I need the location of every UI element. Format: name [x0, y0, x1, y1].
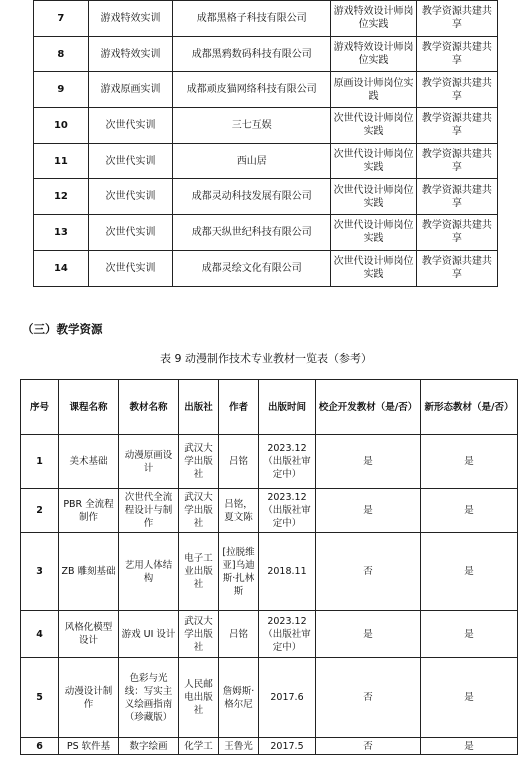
position-practice: 次世代设计师岗位实践: [331, 108, 416, 144]
position-practice: 次世代设计师岗位实践: [331, 143, 416, 179]
section-heading: （三）教学资源: [22, 322, 103, 336]
textbook-table: [20, 379, 518, 755]
position-practice: 次世代设计师岗位实践: [331, 215, 416, 251]
row-number: 11: [34, 143, 89, 179]
new-form-flag: 是: [421, 489, 518, 533]
row-number: 1: [21, 435, 59, 489]
company-name: 三七互娱: [173, 108, 331, 144]
course-name: PS 软件基: [59, 738, 119, 755]
training-type: 游戏特效实训: [88, 1, 172, 37]
table-row: [34, 143, 498, 179]
table-row: [21, 611, 518, 658]
new-form-flag: 是: [421, 435, 518, 489]
course-name: 风格化模型设计: [59, 611, 119, 658]
resource-sharing: 教学资源共建共享: [416, 179, 497, 215]
publisher: 电子工业出版社: [179, 533, 219, 611]
author: 詹姆斯·格尔尼: [219, 658, 259, 738]
resource-sharing: 教学资源共建共享: [416, 36, 497, 72]
company-name: 成都天纵世纪科技有限公司: [173, 215, 331, 251]
publish-date: 2023.12（出版社审定中）: [259, 435, 316, 489]
training-type: 次世代实训: [88, 143, 172, 179]
training-type: 次世代实训: [88, 215, 172, 251]
row-number: 9: [34, 72, 89, 108]
course-name: PBR 全流程制作: [59, 489, 119, 533]
publisher: 武汉大学出版社: [179, 435, 219, 489]
publisher: 武汉大学出版社: [179, 489, 219, 533]
school-enterprise-flag: 是: [316, 435, 421, 489]
row-number: 13: [34, 215, 89, 251]
company-name: 西山居: [173, 143, 331, 179]
header-date: 出版时间: [259, 380, 316, 435]
publish-date: 2023.12（出版社审定中）: [259, 489, 316, 533]
resource-sharing: 教学资源共建共享: [416, 143, 497, 179]
company-name: 成都黑格子科技有限公司: [173, 1, 331, 37]
table-row: [21, 489, 518, 533]
publish-date: 2017.5: [259, 738, 316, 755]
new-form-flag: 是: [421, 611, 518, 658]
author: 吕铭: [219, 611, 259, 658]
publish-date: 2017.6: [259, 658, 316, 738]
position-practice: 次世代设计师岗位实践: [331, 250, 416, 286]
author: 吕铭，夏文陈: [219, 489, 259, 533]
header-publisher: 出版社: [179, 380, 219, 435]
table-row: [34, 72, 498, 108]
course-name: ZB 雕刻基础: [59, 533, 119, 611]
table-row: [21, 738, 518, 755]
header-book: 教材名称: [119, 380, 179, 435]
book-title: 数字绘画: [119, 738, 179, 755]
table-header-row: [21, 380, 518, 435]
company-name: 成都黑鸦数码科技有限公司: [173, 36, 331, 72]
header-school-enterprise: 校企开发教材（是/否）: [316, 380, 421, 435]
company-name: 成都顽皮猫网络科技有限公司: [173, 72, 331, 108]
school-enterprise-flag: 否: [316, 738, 421, 755]
training-type: 次世代实训: [88, 108, 172, 144]
table-row: [34, 1, 498, 37]
table-row: [34, 179, 498, 215]
table-row: [34, 108, 498, 144]
book-title: 动漫原画设计: [119, 435, 179, 489]
row-number: 6: [21, 738, 59, 755]
resource-sharing: 教学资源共建共享: [416, 108, 497, 144]
position-practice: 游戏特效设计师岗位实践: [331, 1, 416, 37]
author: [拉脱维亚]乌迪斯·扎林斯: [219, 533, 259, 611]
resource-sharing: 教学资源共建共享: [416, 215, 497, 251]
school-enterprise-flag: 否: [316, 533, 421, 611]
header-course: 课程名称: [59, 380, 119, 435]
header-num: 序号: [21, 380, 59, 435]
row-number: 14: [34, 250, 89, 286]
publisher: 化学工: [179, 738, 219, 755]
row-number: 12: [34, 179, 89, 215]
author: 王鲁光: [219, 738, 259, 755]
course-name: 美术基础: [59, 435, 119, 489]
training-type: 游戏特效实训: [88, 36, 172, 72]
row-number: 7: [34, 1, 89, 37]
author: 吕铭: [219, 435, 259, 489]
school-enterprise-flag: 否: [316, 658, 421, 738]
publish-date: 2023.12（出版社审定中）: [259, 611, 316, 658]
training-type: 游戏原画实训: [88, 72, 172, 108]
table-row: [34, 250, 498, 286]
school-enterprise-flag: 是: [316, 611, 421, 658]
row-number: 2: [21, 489, 59, 533]
table-row: [21, 435, 518, 489]
position-practice: 游戏特效设计师岗位实践: [331, 36, 416, 72]
table-row: [34, 215, 498, 251]
book-title: 色彩与光线：写实主义绘画指南（珍藏版）: [119, 658, 179, 738]
new-form-flag: 是: [421, 533, 518, 611]
row-number: 5: [21, 658, 59, 738]
book-title: 游戏 UI 设计: [119, 611, 179, 658]
training-type: 次世代实训: [88, 250, 172, 286]
table-row: [21, 658, 518, 738]
book-title: 次世代全流程设计与制作: [119, 489, 179, 533]
row-number: 8: [34, 36, 89, 72]
table-row: [34, 36, 498, 72]
publish-date: 2018.11: [259, 533, 316, 611]
row-number: 3: [21, 533, 59, 611]
header-author: 作者: [219, 380, 259, 435]
school-enterprise-flag: 是: [316, 489, 421, 533]
resource-sharing: 教学资源共建共享: [416, 1, 497, 37]
header-new-form: 新形态教材（是/否）: [421, 380, 518, 435]
book-title: 艺用人体结构: [119, 533, 179, 611]
practice-base-table: [33, 0, 498, 287]
new-form-flag: 是: [421, 738, 518, 755]
company-name: 成都灵动科技发展有限公司: [173, 179, 331, 215]
row-number: 4: [21, 611, 59, 658]
publisher: 人民邮电出版社: [179, 658, 219, 738]
training-type: 次世代实训: [88, 179, 172, 215]
course-name: 动漫设计制作: [59, 658, 119, 738]
table-row: [21, 533, 518, 611]
resource-sharing: 教学资源共建共享: [416, 250, 497, 286]
table-caption: 表 9 动漫制作技术专业教材一览表（参考）: [160, 352, 372, 365]
publisher: 武汉大学出版社: [179, 611, 219, 658]
row-number: 10: [34, 108, 89, 144]
new-form-flag: 是: [421, 658, 518, 738]
company-name: 成都灵绘文化有限公司: [173, 250, 331, 286]
resource-sharing: 教学资源共建共享: [416, 72, 497, 108]
position-practice: 原画设计师岗位实践: [331, 72, 416, 108]
position-practice: 次世代设计师岗位实践: [331, 179, 416, 215]
